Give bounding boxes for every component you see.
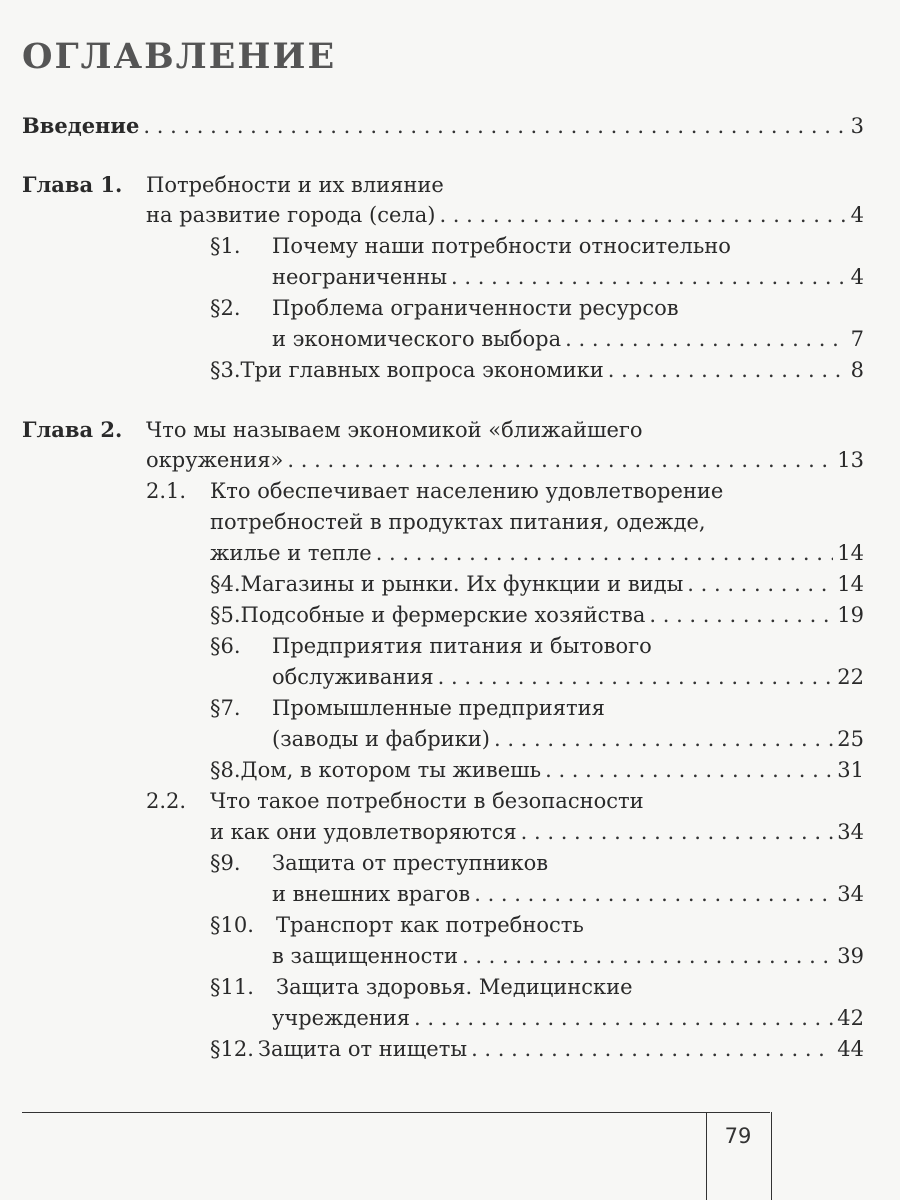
dot-leader xyxy=(649,600,833,631)
section-label: §10. xyxy=(210,913,254,937)
toc-entry-title: в защищенности xyxy=(272,944,458,968)
section-label: §3. xyxy=(210,358,241,382)
toc-section-2-cont[interactable] xyxy=(22,324,864,355)
dot-leader xyxy=(474,879,833,910)
toc-entry-title: и экономического выбора xyxy=(272,327,562,351)
toc-entry-title: Предприятия питания и бытового xyxy=(272,634,652,658)
toc-section-10-cont[interactable] xyxy=(22,941,864,972)
toc-section-3[interactable] xyxy=(22,355,864,386)
subchapter-label: 2.1. xyxy=(146,479,187,503)
toc-page-number: 44 xyxy=(837,1037,864,1061)
page-number: 79 xyxy=(724,1124,752,1148)
subchapter-label: 2.2. xyxy=(146,789,187,813)
table-of-contents xyxy=(22,110,864,1065)
chapter-label: Глава 1. xyxy=(22,172,123,197)
toc-entry-title: учреждения xyxy=(272,1006,411,1030)
toc-entry-intro[interactable] xyxy=(22,110,864,141)
toc-entry-title: Что такое потребности в безопасности xyxy=(210,789,644,813)
section-label: §11. xyxy=(210,975,254,999)
toc-section-11-cont[interactable] xyxy=(22,1003,864,1034)
toc-chapter-1[interactable] xyxy=(22,169,864,200)
toc-section-7-cont[interactable] xyxy=(22,724,864,755)
toc-section-11[interactable] xyxy=(22,972,864,1003)
toc-entry-title: на развитие города (села) xyxy=(146,203,436,227)
page-title: ОГЛАВЛЕНИЕ xyxy=(22,36,337,77)
toc-section-2[interactable] xyxy=(22,293,864,324)
toc-subchapter-2-1-cont[interactable] xyxy=(22,538,864,569)
section-label: §5. xyxy=(210,603,241,627)
toc-entry-title: Кто обеспечивает населению удовлетворение xyxy=(210,479,724,503)
toc-section-9[interactable] xyxy=(22,848,864,879)
toc-section-10[interactable] xyxy=(22,910,864,941)
toc-page-number: 3 xyxy=(850,114,864,138)
toc-section-5[interactable] xyxy=(22,600,864,631)
toc-section-12[interactable] xyxy=(22,1034,864,1065)
toc-entry-title: потребностей в продуктах питания, одежде, xyxy=(210,510,706,534)
toc-entry-title: окружения» xyxy=(146,448,284,472)
section-label: §8. xyxy=(210,758,241,782)
toc-entry-title: Защита здоровья. Медицинские xyxy=(276,975,633,999)
toc-page-number: 8 xyxy=(850,358,864,382)
toc-section-9-cont[interactable] xyxy=(22,879,864,910)
toc-section-8[interactable] xyxy=(22,755,864,786)
dot-leader xyxy=(545,755,833,786)
dot-leader xyxy=(143,111,846,142)
dot-leader xyxy=(565,324,847,355)
toc-chapter-1-cont[interactable] xyxy=(22,200,864,231)
chapter-label: Глава 2. xyxy=(22,417,123,442)
toc-chapter-2-cont[interactable] xyxy=(22,445,864,476)
toc-entry-title: Подсобные и фермерские хозяйства xyxy=(240,603,646,627)
toc-section-7[interactable] xyxy=(22,693,864,724)
dot-leader xyxy=(287,445,833,476)
toc-entry-title: Проблема ограниченности ресурсов xyxy=(272,296,679,320)
toc-entry-title: Промышленные предприятия xyxy=(272,696,605,720)
dot-leader xyxy=(438,662,834,693)
toc-entry-title: Защита от нищеты xyxy=(257,1037,468,1061)
toc-entry-title: Транспорт как потребность xyxy=(276,913,584,937)
dot-leader xyxy=(414,1003,833,1034)
toc-page-number: 4 xyxy=(850,203,864,227)
toc-page-number: 14 xyxy=(837,541,864,565)
toc-page-number: 39 xyxy=(837,944,864,968)
toc-entry-title: Защита от преступников xyxy=(272,851,549,875)
toc-entry-title: неограниченны xyxy=(272,265,448,289)
toc-subchapter-2-2-cont[interactable] xyxy=(22,817,864,848)
dot-leader xyxy=(494,724,833,755)
toc-section-6-cont[interactable] xyxy=(22,662,864,693)
dot-leader xyxy=(451,262,847,293)
toc-entry-title: Что мы называем экономикой «ближайшего xyxy=(146,418,643,442)
toc-page-number: 34 xyxy=(837,882,864,906)
toc-chapter-2[interactable] xyxy=(22,414,864,445)
section-label: §9. xyxy=(210,851,241,875)
toc-page-number: 14 xyxy=(837,572,864,596)
toc-page-number: 13 xyxy=(837,448,864,472)
toc-section-1-cont[interactable] xyxy=(22,262,864,293)
section-label: §6. xyxy=(210,634,241,658)
toc-entry-title: обслуживания xyxy=(272,665,434,689)
toc-subchapter-2-2[interactable] xyxy=(22,786,864,817)
toc-entry-title: Почему наши потребности относительно xyxy=(272,234,731,258)
dot-leader xyxy=(376,538,834,569)
toc-subchapter-2-1[interactable] xyxy=(22,476,864,507)
toc-page-number: 19 xyxy=(837,603,864,627)
toc-entry-title: и как они удовлетворяются xyxy=(210,820,517,844)
dot-leader xyxy=(608,355,847,386)
toc-page-number: 34 xyxy=(837,820,864,844)
section-label: §4. xyxy=(210,572,241,596)
dot-leader xyxy=(687,569,833,600)
section-label: §7. xyxy=(210,696,241,720)
toc-subchapter-2-1-cont[interactable] xyxy=(22,507,864,538)
toc-section-4[interactable] xyxy=(22,569,864,600)
toc-page-number: 42 xyxy=(837,1006,864,1030)
dot-leader xyxy=(521,817,834,848)
toc-entry-title: Магазины и рынки. Их функции и виды xyxy=(240,572,684,596)
toc-entry-title: (заводы и фабрики) xyxy=(272,727,490,751)
section-label: §1. xyxy=(210,234,241,258)
toc-entry-title: Дом, в котором ты живешь xyxy=(240,758,542,782)
toc-entry-title: Три главных вопроса экономики xyxy=(240,358,604,382)
toc-entry-title: жилье и тепле xyxy=(210,541,372,565)
toc-page-number: 4 xyxy=(850,265,864,289)
dot-leader xyxy=(439,200,846,231)
toc-page-number: 31 xyxy=(837,758,864,782)
toc-page-number: 25 xyxy=(837,727,864,751)
section-label: §12. xyxy=(210,1037,254,1061)
section-label: §2. xyxy=(210,296,241,320)
toc-section-1[interactable] xyxy=(22,231,864,262)
toc-entry-title: и внешних врагов xyxy=(272,882,471,906)
dot-leader xyxy=(462,941,833,972)
toc-page-number: 7 xyxy=(850,327,864,351)
toc-page-number: 22 xyxy=(837,665,864,689)
toc-entry-title: Потребности и их влияние xyxy=(146,173,444,197)
footer-rule xyxy=(22,1112,770,1113)
dot-leader xyxy=(471,1034,833,1065)
toc-section-6[interactable] xyxy=(22,631,864,662)
toc-entry-title: Введение xyxy=(22,113,140,138)
